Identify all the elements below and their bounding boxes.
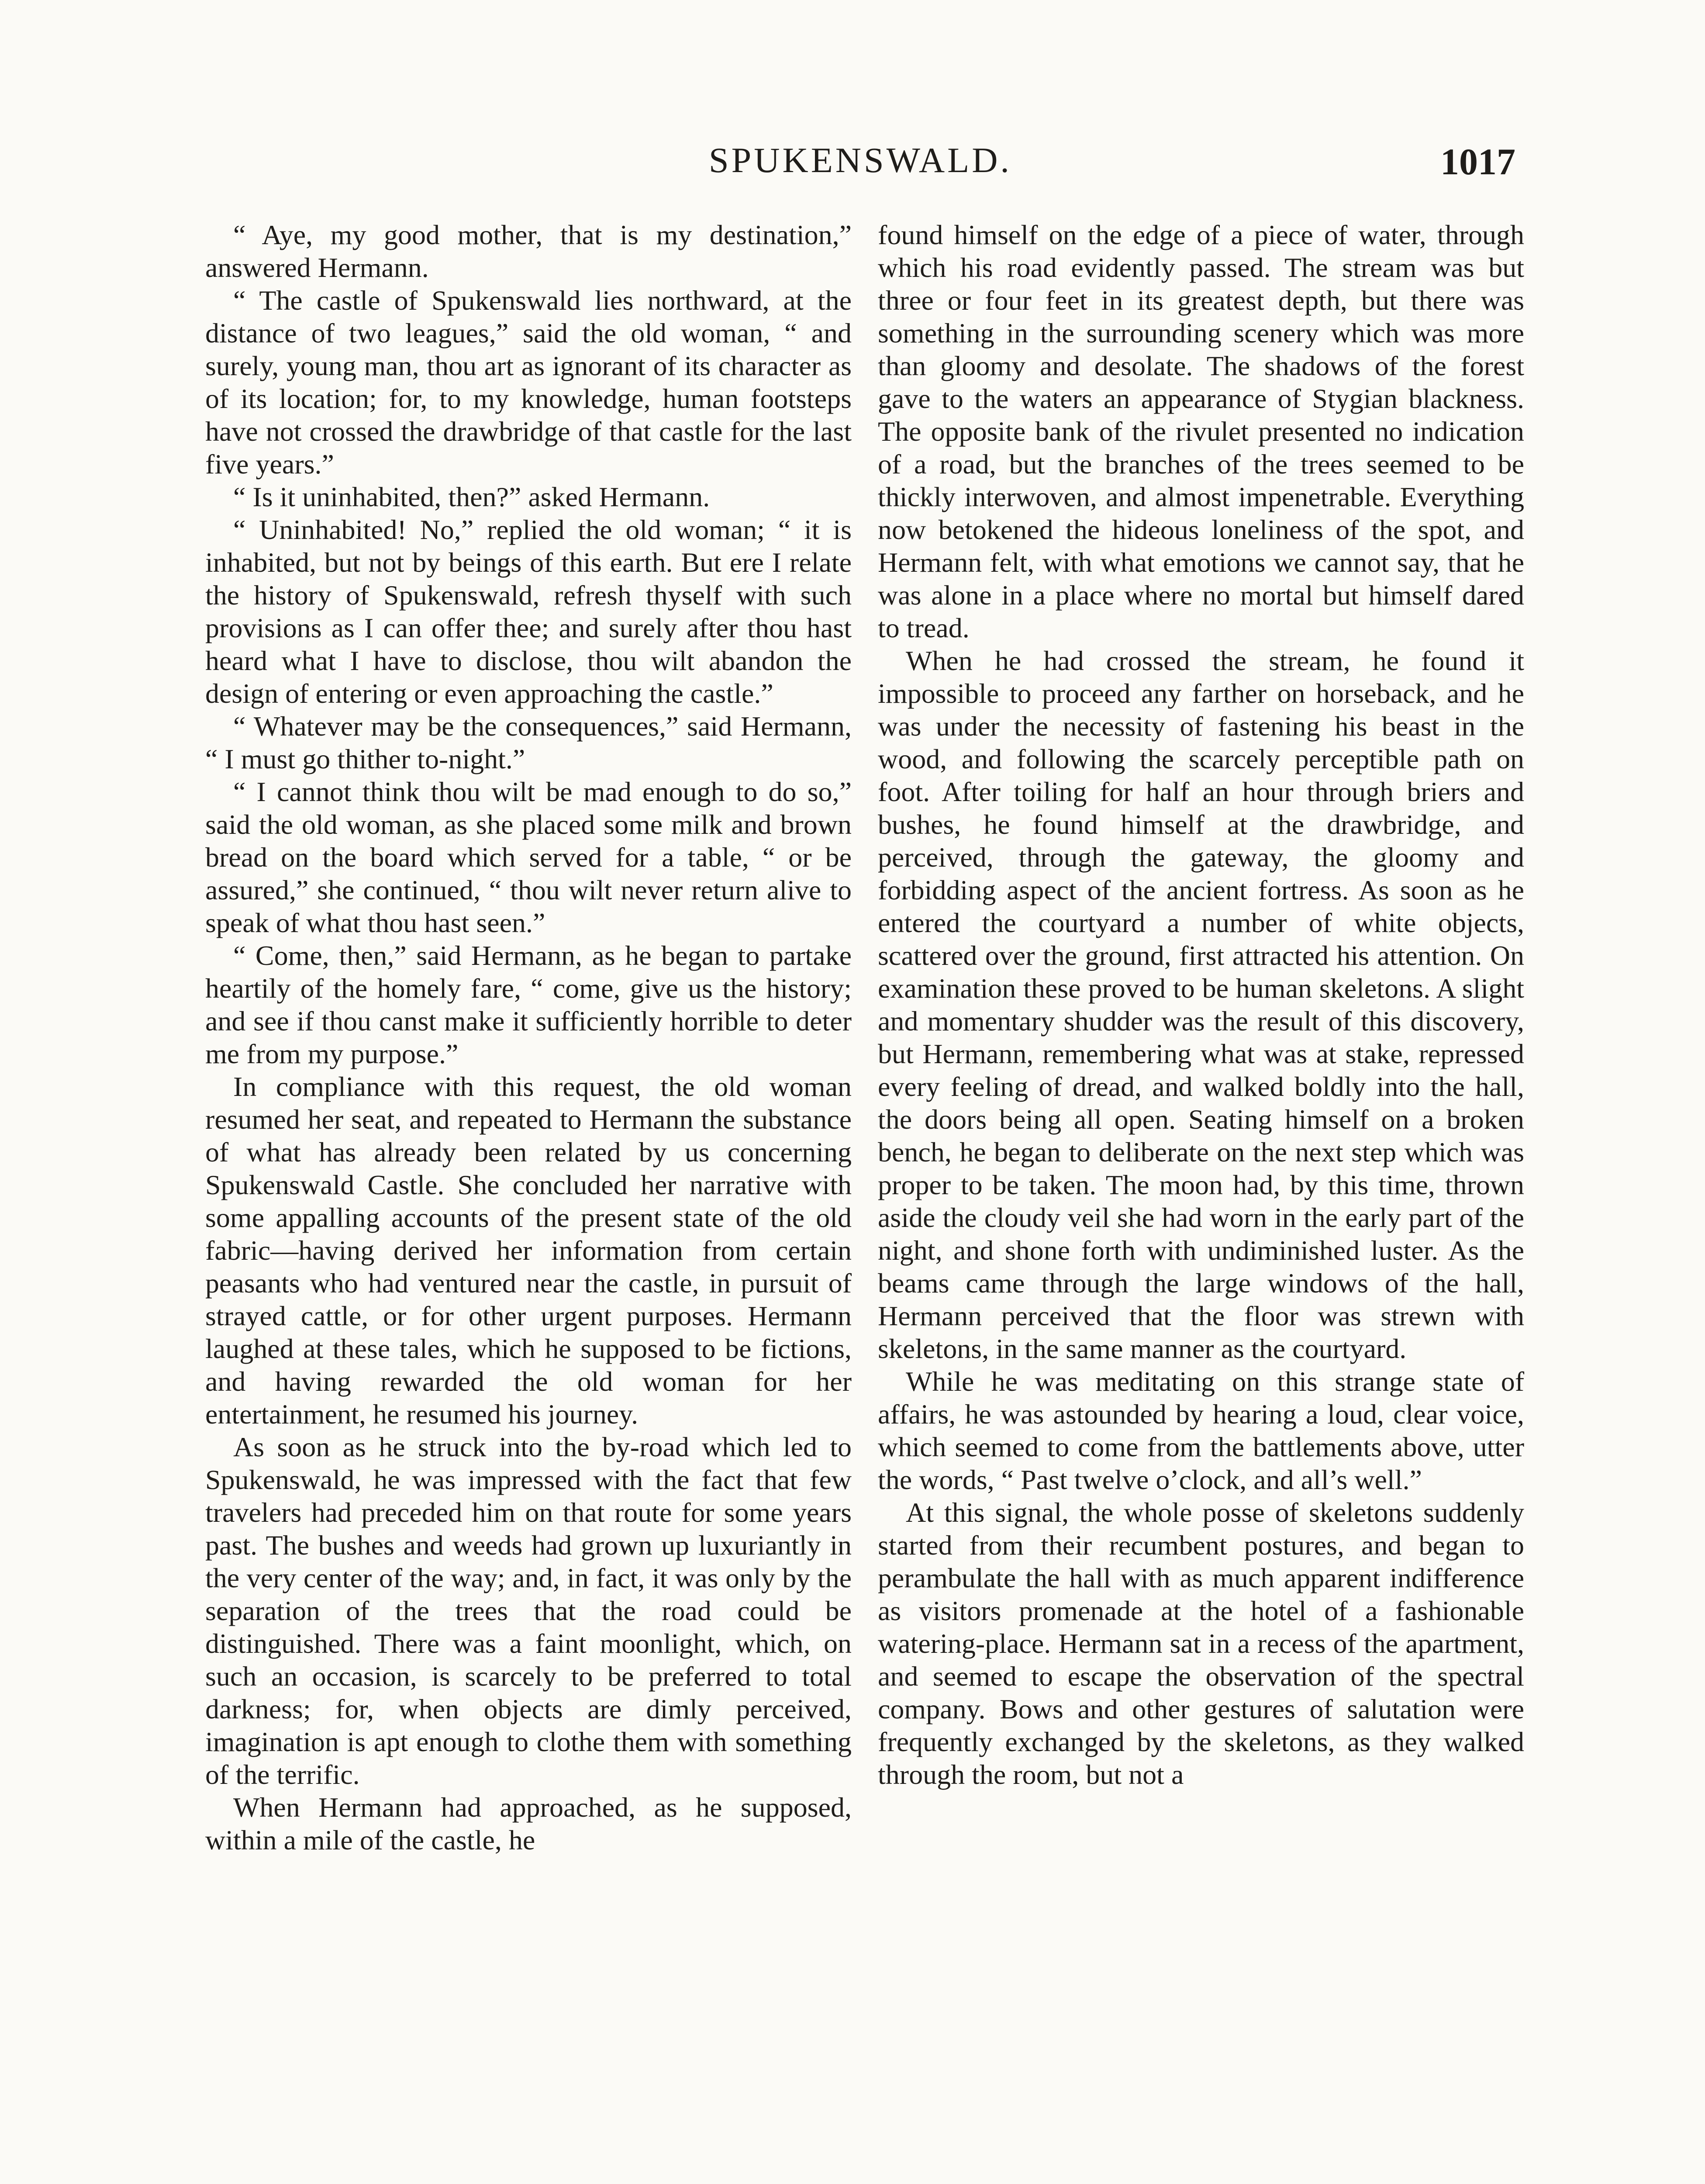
paragraph: “ Come, then,” said Hermann, as he began to partake heartily of the homely fare, “ come, give us the history; and see if thou canst make it sufficiently horrible to deter me from my purpose.” <box>205 940 852 1069</box>
left-column <box>205 218 852 1856</box>
paragraph: In compliance with this request, the old woman resumed her seat, and repeated to Hermann the substance of what has already been related by us concerning Spukenswald Castle. She concluded her narrative with some appalling accounts of the present state of the old fabric—having derived her information from certain peasants who had ventured near the castle, in pursuit of strayed cattle, or for other urgent purposes. Hermann laughed at these tales, which he supposed to be fictions, and having rewarded the old woman for her entertainment, he resumed his journey. <box>205 1071 852 1430</box>
paragraph: While he was meditating on this strange state of affairs, he was astounded by hearing a loud, clear voice, which seemed to come from the battlements above, utter the words, “ Past twelve o’clock, and all’s well.” <box>878 1366 1524 1495</box>
paragraph: When Hermann had approached, as he supposed, within a mile of the castle, he <box>205 1792 852 1856</box>
paragraph: As soon as he struck into the by-road which led to Spukenswald, he was impressed with the fact that few travelers had preceded him on that route for some years past. The bushes and weeds had grown up luxuriantly in the very center of the way; and, in fact, it was only by the separation of the trees that the road could be distinguished. There was a faint moonlight, which, on such an occasion, is scarcely to be preferred to total darkness; for, when objects are dimly perceived, imagination is apt enough to clothe them with something of the terrific. <box>205 1431 852 1790</box>
paragraph: “ The castle of Spukenswald lies northward, at the distance of two leagues,” said the old woman, “ and surely, young man, thou art as ignorant of its character as of its location; for, to my knowledge, human footsteps have not crossed the drawbridge of that castle for the last five years.” <box>205 285 852 480</box>
paragraph: “ Whatever may be the consequences,” said Hermann, “ I must go thither to-night.” <box>205 711 852 774</box>
paragraph: At this signal, the whole posse of skeletons suddenly started from their recumbent postures, and began to perambulate the hall with as much apparent indifference as visitors promenade at the hotel of a fashionable watering-place. Hermann sat in a recess of the apartment, and seemed to escape the observation of the spectral company. Bows and other gestures of salutation were frequently exchanged by the skeletons, as they walked through the room, but not a <box>878 1497 1524 1790</box>
paragraph: When he had crossed the stream, he found it impossible to proceed any farther on horseback, and he was under the necessity of fastening his beast in the wood, and following the scarcely perceptible path on foot. After toiling for half an hour through briers and bushes, he found himself at the drawbridge, and perceived, through the gateway, the gloomy and forbidding aspect of the ancient fortress. As soon as he entered the courtyard a number of white objects, scattered over the ground, first attracted his attention. On examination these proved to be human skeletons. A slight and momentary shudder was the result of this discovery, but Hermann, remembering what was at stake, repressed every feeling of dread, and walked boldly into the hall, the doors being all open. Seating himself on a broken bench, he began to deliberate on the next step which was proper to be taken. The moon had, by this time, thrown aside the cloudy veil she had worn in the early part of the night, and shone forth with undiminished luster. As the beams came through the large windows of the hall, Hermann perceived that the floor was strewn with skeletons, in the same manner as the courtyard. <box>878 645 1524 1364</box>
paragraph: “ Aye, my good mother, that is my destination,” answered Hermann. <box>205 219 852 283</box>
paragraph: “ Is it uninhabited, then?” asked Hermann. <box>233 481 710 512</box>
paragraph: “ Uninhabited! No,” replied the old woman; “ it is inhabited, but not by beings of this earth. But ere I relate the history of Spukenswald, refresh thyself with such provisions as I can offer thee; and surely after thou hast heard what I have to disclose, thou wilt abandon the design of entering or even approaching the castle.” <box>205 514 852 709</box>
running-title: SPUKENSWALD. <box>709 140 1012 180</box>
paragraph: “ I cannot think thou wilt be mad enough to do so,” said the old woman, as she placed some milk and brown bread on the board which served for a table, “ or be assured,” she continued, “ thou wilt never return alive to speak of what thou hast seen.” <box>205 776 852 938</box>
page-number: 1017 <box>1440 141 1515 183</box>
right-column <box>878 218 1524 1791</box>
paragraph: found himself on the edge of a piece of water, through which his road evidently passed. The stream was but three or four feet in its greatest depth, but there was something in the surrounding scenery which was more than gloomy and desolate. The shadows of the forest gave to the waters an appearance of Stygian blackness. The opposite bank of the rivulet presented no indication of a road, but the branches of the trees seemed to be thickly interwoven, and almost impenetrable. Everything now betokened the hideous loneliness of the spot, and Hermann felt, with what emotions we cannot say, that he was alone in a place where no mortal but himself dared to tread. <box>878 219 1524 643</box>
page-header <box>205 140 1515 192</box>
